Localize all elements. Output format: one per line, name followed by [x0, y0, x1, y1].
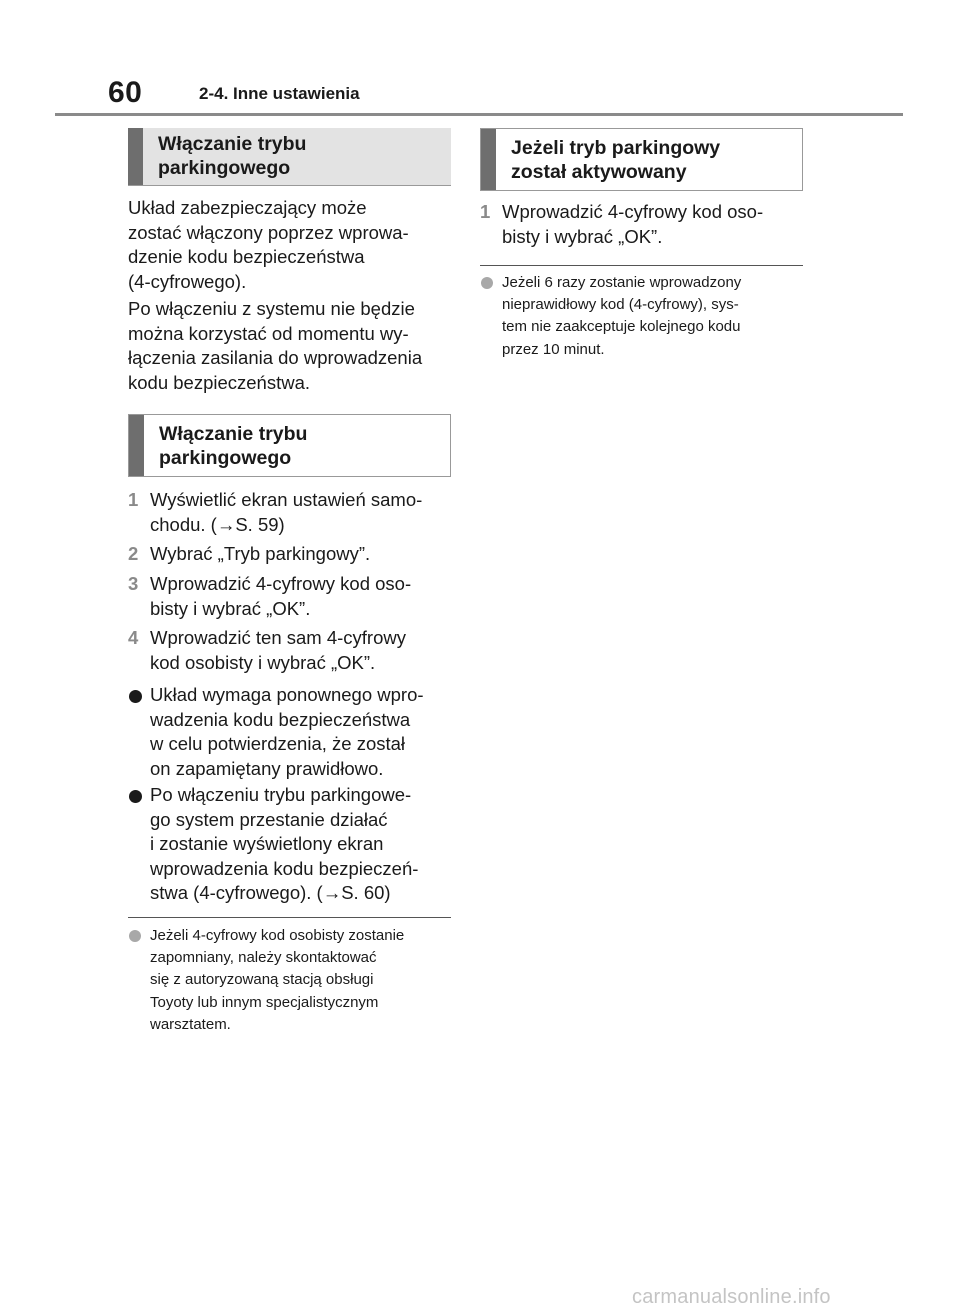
- heading-line: Włączanie trybu: [159, 423, 308, 445]
- page-number: 60: [108, 76, 143, 109]
- step-text: kod osobisty i wybrać „OK”.: [150, 651, 376, 673]
- bullet-text: wprowadzenia kodu bezpieczeń-: [150, 857, 419, 879]
- heading-text: [159, 422, 307, 470]
- step-text: chodu. (→S. 59): [150, 513, 285, 535]
- step-number: 3: [128, 573, 139, 594]
- step-text: bisty i wybrać „OK”.: [502, 225, 663, 247]
- step-text: Wprowadzić ten sam 4-cyfrowy: [150, 627, 406, 648]
- bullet-text: on zapamiętany prawidłowo.: [150, 757, 384, 779]
- note-divider: [128, 917, 451, 918]
- note-bullet-icon: [481, 277, 493, 289]
- heading-text: [158, 132, 306, 180]
- bullet-text: wadzenia kodu bezpieczeństwa: [150, 708, 411, 730]
- step-number: 2: [128, 543, 139, 564]
- heading-text: [511, 136, 720, 184]
- step-text: Wyświetlić ekran ustawień samo-: [150, 489, 423, 510]
- header-divider: [55, 113, 903, 116]
- text-line: dzenie kodu bezpieczeństwa: [128, 246, 365, 268]
- heading-line: Włączanie trybu: [158, 133, 307, 155]
- info-paragraph: [128, 297, 458, 395]
- watermark: carmanualsonline.info: [632, 1286, 831, 1308]
- note-text: przez 10 minut.: [502, 340, 605, 358]
- intro-paragraph: [128, 196, 458, 294]
- bullet-icon: [129, 690, 142, 703]
- step-text: Wybrać „Tryb parkingowy”.: [150, 543, 371, 564]
- note-text: warsztatem.: [150, 1015, 231, 1033]
- bullet-text: Układ wymaga ponownego wpro-: [150, 684, 424, 705]
- bullet-text: Po włączeniu trybu parkingowe-: [150, 784, 412, 805]
- page-header: [0, 0, 960, 118]
- note-text: Jeżeli 6 razy zostanie wprowadzony: [502, 274, 742, 291]
- text-line: można korzystać od momentu wy-: [128, 322, 409, 344]
- step-text: Wprowadzić 4-cyfrowy kod oso-: [150, 573, 412, 594]
- text-line: Po włączeniu z systemu nie będzie: [128, 298, 415, 319]
- heading-accent-bar: [481, 129, 496, 190]
- heading-line: Jeżeli tryb parkingowy: [511, 137, 721, 159]
- note-text: tem nie zaakceptuje kolejnego kodu: [502, 318, 741, 336]
- note-bullet-icon: [129, 930, 141, 942]
- bullet-text: go system przestanie działać: [150, 808, 388, 830]
- note-text: zapomniany, należy skontaktować: [150, 949, 377, 967]
- step-number: 4: [128, 627, 139, 648]
- step-number: 1: [480, 201, 491, 222]
- step-text: Wprowadzić 4-cyfrowy kod oso-: [502, 201, 764, 222]
- heading-line: parkingowego: [159, 447, 292, 469]
- heading-line: został aktywowany: [511, 161, 687, 183]
- section-title: 2-4. Inne ustawienia: [199, 84, 360, 103]
- note-text: Toyoty lub innym specjalistycznym: [150, 993, 379, 1011]
- note-divider: [480, 265, 803, 266]
- heading-accent-bar: [128, 128, 143, 185]
- bullet-text: stwa (4-cyfrowego). (→S. 60): [150, 882, 391, 904]
- text-line: (4-cyfrowego).: [128, 270, 247, 292]
- heading-enable-parking-mode-steps: [128, 414, 451, 477]
- heading-enable-parking-mode-intro: [128, 128, 451, 186]
- text-line: zostać włączony poprzez wprowa-: [128, 221, 409, 243]
- bullet-icon: [129, 790, 142, 803]
- note-text: się z autoryzowaną stacją obsługi: [150, 971, 374, 989]
- heading-line: parkingowego: [158, 157, 291, 179]
- bullet-text: w celu potwierdzenia, że został: [150, 733, 406, 755]
- bullet-text: i zostanie wyświetlony ekran: [150, 833, 384, 855]
- note-text: nieprawidłowy kod (4-cyfrowy), sys-: [502, 296, 739, 314]
- step-number: 1: [128, 489, 139, 510]
- note-text: Jeżeli 4-cyfrowy kod osobisty zostanie: [150, 927, 405, 944]
- text-line: łączenia zasilania do wprowadzenia: [128, 347, 423, 369]
- text-line: Układ zabezpieczający może: [128, 197, 367, 218]
- heading-accent-bar: [129, 415, 144, 476]
- step-text: bisty i wybrać „OK”.: [150, 597, 311, 619]
- text-line: kodu bezpieczeństwa.: [128, 371, 311, 393]
- heading-parking-mode-activated: [480, 128, 803, 191]
